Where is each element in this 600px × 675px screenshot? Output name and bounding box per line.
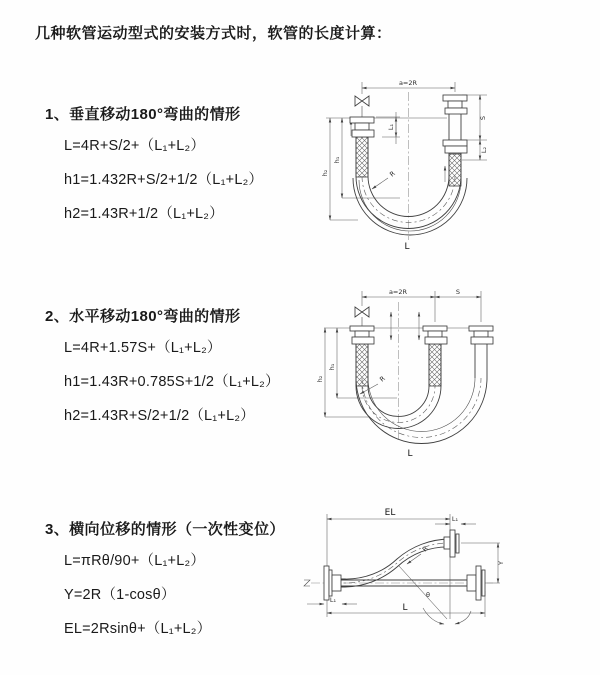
diagram-lateral-displacement	[295, 496, 590, 653]
formula-h1: h1=1.432R+S/2+1/2（L₁+L₂）	[64, 172, 264, 188]
section-2-heading: 2、水平移动180°弯曲的情形	[45, 308, 241, 325]
offset-dim-label: Y	[497, 561, 505, 565]
dimension-lines	[324, 291, 492, 417]
fit-right-dim-label: L₂	[480, 146, 488, 154]
technical-drawing-2	[312, 282, 524, 464]
angle-label: θ	[426, 591, 430, 599]
middle-flange-fitting	[423, 326, 447, 344]
stroke-dim-label: S	[455, 288, 461, 296]
left-flange-fitting	[350, 117, 374, 137]
section-lateral-displacement	[45, 518, 320, 651]
h2-dim-label: h₂	[321, 169, 329, 177]
radius-label: R	[388, 169, 397, 179]
valve-icon	[355, 307, 369, 326]
span-dim-label: a=2R	[398, 79, 418, 87]
left-flange-fitting	[350, 326, 374, 344]
hose-tubes	[356, 344, 487, 444]
el-dim-label: EL	[384, 508, 396, 518]
right-upper-flange-fitting	[443, 95, 467, 114]
right-flange-fitting	[469, 326, 493, 344]
radius-leader	[407, 544, 430, 564]
length-label: L	[402, 603, 408, 613]
radius-leader	[372, 169, 397, 189]
section-horizontal-movement	[45, 305, 320, 438]
span-dim-label: a=2R	[388, 288, 408, 296]
fit-left-dim-label: L₁	[387, 123, 395, 131]
h1-dim-label: h₁	[328, 363, 336, 371]
formula-h1: h1=1.43R+0.785S+1/2（L₁+L₂）	[64, 374, 280, 390]
right-flange-fitting	[467, 566, 485, 600]
fit-left-dim-label: L₁	[329, 596, 337, 604]
formula-h2: h2=1.43R+1/2（L₁+L₂）	[64, 206, 224, 222]
valve-icon	[355, 96, 369, 117]
formula-length: L=πRθ/90+（L₁+L₂）	[64, 553, 206, 569]
left-flange-fitting	[324, 566, 341, 600]
technical-drawing-3	[295, 496, 590, 648]
radius-label: R	[378, 374, 387, 384]
angle-construction	[399, 530, 471, 624]
fit-top-dim-label: L₁	[451, 515, 459, 523]
section-1-heading: 1、垂直移动180°弯曲的情形	[45, 106, 241, 123]
pipe-break-mark	[304, 580, 310, 586]
length-label: L	[404, 242, 410, 252]
section-vertical-movement	[45, 103, 320, 236]
formula-y: Y=2R（1-cosθ）	[64, 587, 176, 603]
diagram-horizontal-u-bend	[312, 282, 524, 469]
length-label: L	[407, 449, 413, 459]
formula-length: L=4R+1.57S+（L₁+L₂）	[64, 340, 222, 356]
h1-dim-label: h₁	[333, 156, 341, 164]
diagram-vertical-u-bend	[312, 68, 524, 265]
stroke-dim-label: S	[479, 115, 487, 121]
formula-h2: h2=1.43R+S/2+1/2（L₁+L₂）	[64, 408, 255, 424]
technical-drawing-1	[312, 68, 524, 260]
radius-label: R	[420, 544, 430, 554]
formula-el: EL=2Rsinθ+（L₁+L₂）	[64, 621, 212, 637]
formula-length: L=4R+S/2+（L₁+L₂）	[64, 138, 206, 154]
right-lower-flange-fitting	[443, 140, 467, 153]
section-3-heading: 3、横向位移的情形（一次性变位）	[45, 521, 285, 538]
upper-flange-fitting	[444, 530, 459, 557]
h2-dim-label: h₂	[316, 375, 324, 383]
page-title: 几种软管运动型式的安装方式时，软管的长度计算：	[35, 25, 392, 42]
